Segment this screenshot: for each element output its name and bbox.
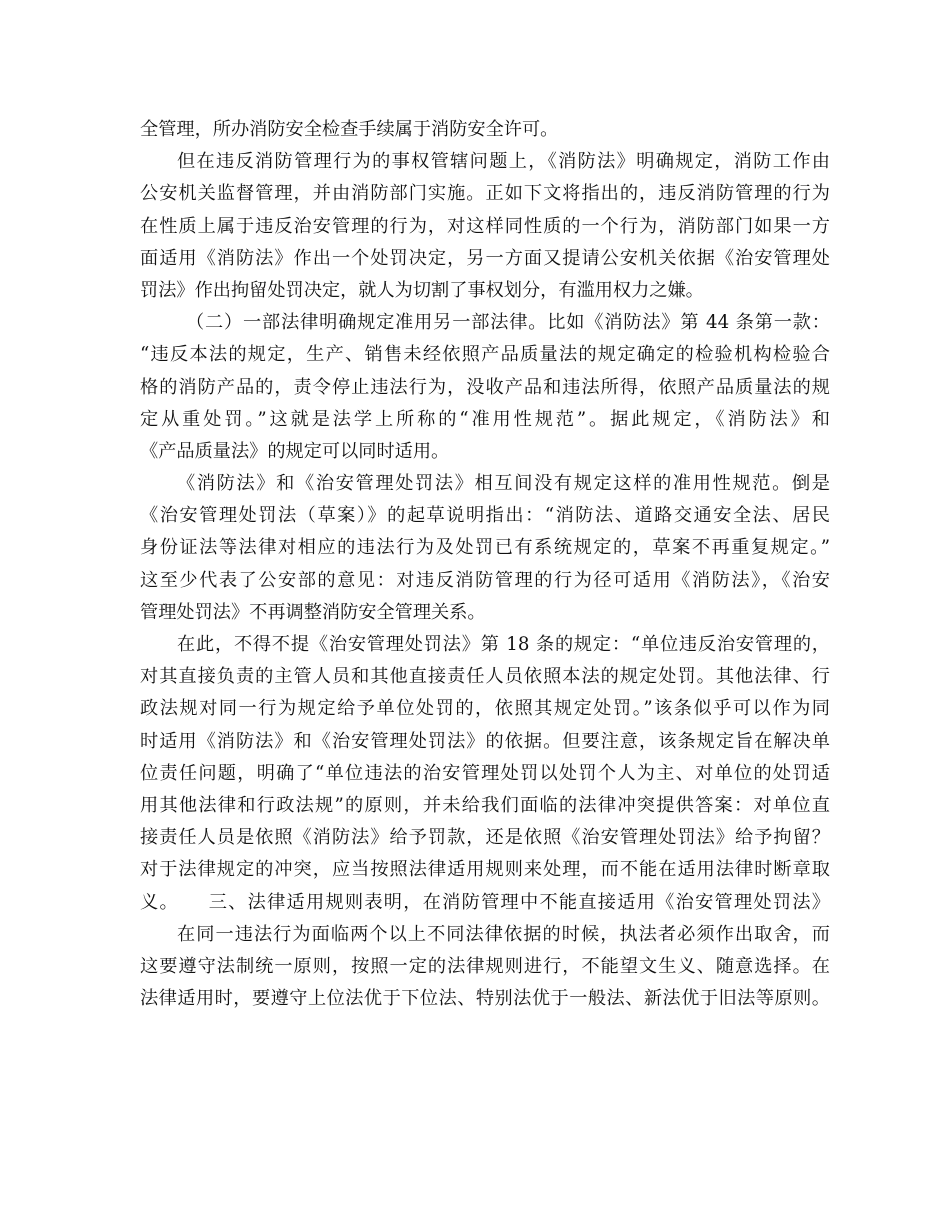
text-line: 公安机关监督管理，并由消防部门实施。正如下文将指出的，违反消防管理的行为 <box>140 183 830 205</box>
text-line: 这要遵守法制统一原则，按照一定的法律规则进行，不能望文生义、随意选择。在 <box>140 955 830 977</box>
text-line: 在此，不得不提《治安管理处罚法》第 18 条的规定：“单位违反治安管理的， <box>177 634 830 655</box>
text-line: 《消防法》和《治安管理处罚法》相互间没有规定这样的准用性规范。倒是 <box>177 473 830 495</box>
text-line: 格的消防产品的，责令停止违法行为，没收产品和违法所得，依照产品质量法的规 <box>140 376 830 398</box>
text-line: 罚法》作出拘留处罚决定，就人为切割了事权划分，有滥用权力之嫌。 <box>140 279 704 301</box>
text-line: 法律适用时，要遵守上位法优于下位法、特别法优于一般法、新法优于旧法等原则。 <box>140 988 830 1010</box>
text-line: 在性质上属于违反治安管理的行为，对这样同性质的一个行为，消防部门如果一方 <box>140 215 830 237</box>
text-line: 管理处罚法》不再调整消防安全管理关系。 <box>140 601 486 623</box>
text-line: （二）一部法律明确规定准用另一部法律。比如《消防法》第 44 条第一款： <box>186 312 830 334</box>
text-line: 面适用《消防法》作出一个处罚决定，另一方面又提请公安机关依据《治安管理处 <box>140 247 830 269</box>
text-line: 对于法律规定的冲突，应当按照法律适用规则来处理，而不能在适用法律时断章取 <box>140 859 830 881</box>
text-line: 定从重处罚。”这就是法学上所称的“准用性规范”。据此规定，《消防法》和 <box>140 408 830 430</box>
text-line: 对其直接负责的主管人员和其他直接责任人员依照本法的规定处罚。其他法律、行 <box>140 666 830 688</box>
body-text <box>140 114 830 1015</box>
text-line: 这至少代表了公安部的意见：对违反消防管理的行为径可适用《消防法》，《治安 <box>140 569 830 591</box>
text-line: 但在违反消防管理行为的事权管辖问题上，《消防法》明确规定，消防工作由 <box>177 151 830 173</box>
text-line: “违反本法的规定，生产、销售未经依照产品质量法的规定确定的检验机构检验合 <box>140 344 830 366</box>
text-line: 全管理，所办消防安全检查手续属于消防安全许可。 <box>140 119 559 140</box>
text-line: 身份证法等法律对相应的违法行为及处罚已有系统规定的，草案不再重复规定。” <box>140 537 830 559</box>
text-line: 《治安管理处罚法（草案）》的起草说明指出：“消防法、道路交通安全法、居民 <box>140 505 830 527</box>
text-line: 位责任问题，明确了“单位违法的治安管理处罚以处罚个人为主、对单位的处罚适 <box>140 762 830 784</box>
text-line: 接责任人员是依照《消防法》给予罚款，还是依照《治安管理处罚法》给予拘留？ <box>140 827 830 849</box>
text-line: 《产品质量法》的规定可以同时适用。 <box>140 440 450 462</box>
text-line: 政法规对同一行为规定给予单位处罚的，依照其规定处罚。”该条似乎可以作为同 <box>140 698 830 720</box>
text-line: 在同一违法行为面临两个以上不同法律依据的时候，执法者必须作出取舍，而 <box>177 923 830 945</box>
section-heading-line: 义。 三、法律适用规则表明，在消防管理中不能直接适用《治安管理处罚法》 <box>140 891 830 913</box>
text-line: 时适用《消防法》和《治安管理处罚法》的依据。但要注意，该条规定旨在解决单 <box>140 730 830 752</box>
text-line: 用其他法律和行政法规”的原则，并未给我们面临的法律冲突提供答案：对单位直 <box>140 794 830 816</box>
